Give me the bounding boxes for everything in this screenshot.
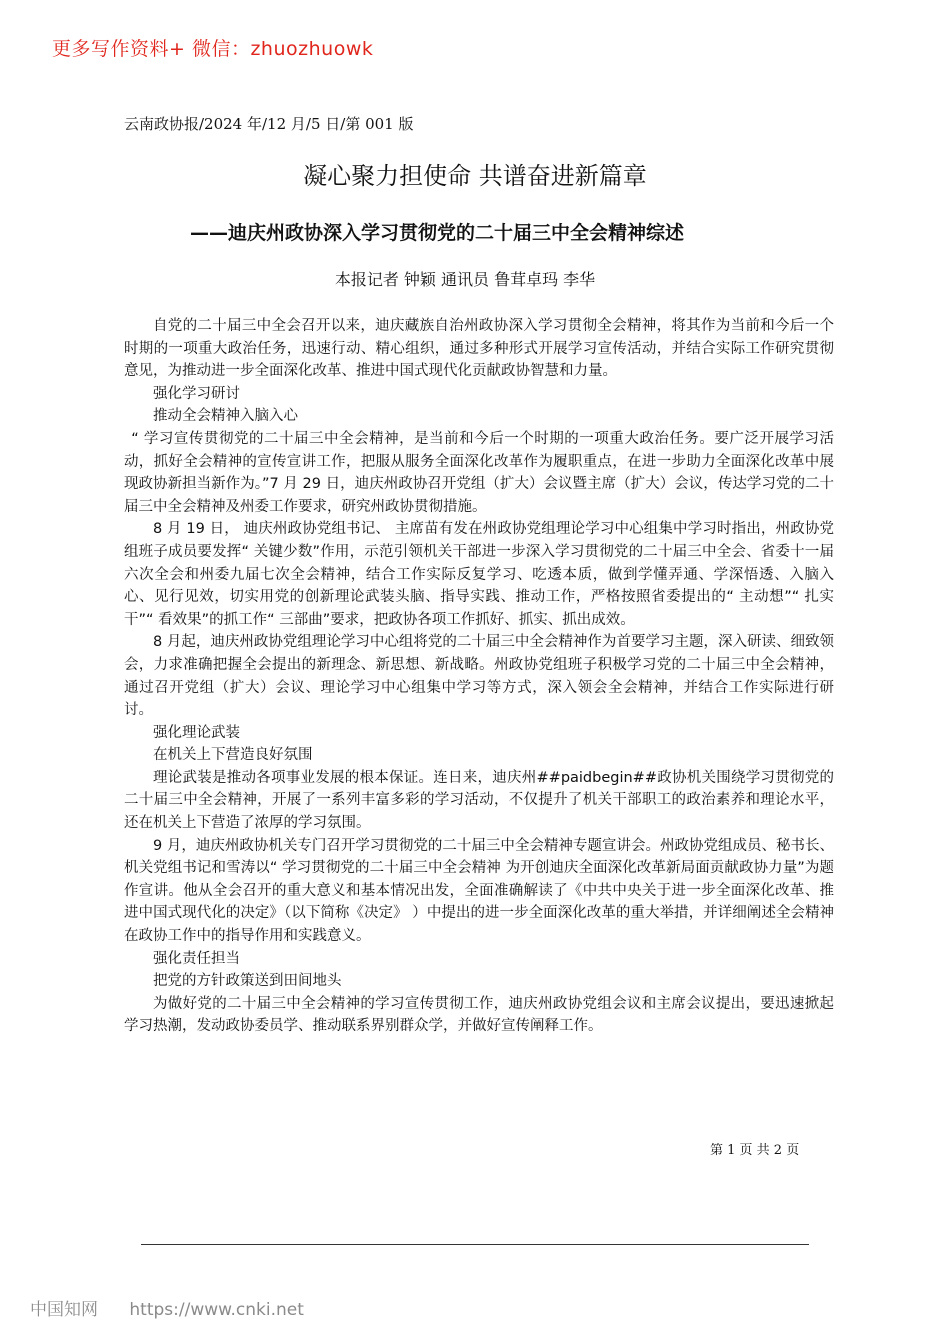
paragraph: 8 月起，迪庆州政协党组理论学习中心组将党的二十届三中全会精神作为首要学习主题，深入研读、细致领会，力求准确把握全会提出的新理念、新思想、新战略。州政协党组班子积极学习党的二十届三中全会精神，通过召开党组（扩大）会议、理论学习中心组集中学习等方式，深入领会全会精神，并结合工作实际进行研讨。 [124,634,834,719]
footer-brand: 中国知网 [30,1300,98,1320]
watermark-text: 更多写作资料+ 微信：zhuozhuowk [52,38,374,60]
footer-divider [141,1244,809,1245]
source-line: 云南政协报/2024 年/12 月/5 日/第 001 版 [124,115,414,133]
article-body [124,315,834,1038]
paragraph: 9 月，迪庆州政协机关专门召开学习贯彻党的二十届三中全会精神专题宣讲会。州政协党组成员、秘书长、机关党组书记和雪涛以“ 学习贯彻党的二十届三中全会精神 为开创迪庆全面深化改革新局面贡献政协力量”为题作宣讲。他从全会召开的重大意义和基本情况出发，全面准确解读了《中共中央关于进一步全面深化改革、推进中国式现代化的决定》（以下简称《决定》 ）中提出的进一步全面深化改革的重大举措，并详细阐述全会精神在政协工作中的指导作用和实践意义。 [124,837,834,945]
article-subtitle: ——迪庆州政协深入学习贯彻党的二十届三中全会精神综述 [190,222,685,244]
paragraph: 8 月 19 日， 迪庆州政协党组书记、 主席苗有发在州政协党组理论学习中心组集中学习时指出，州政协党组班子成员要发挥“ 关键少数”作用，示范引领机关干部进一步深入学习贯彻党的二十届三中全会、省委十一届六次全会和州委九届七次全会精神，结合工作实际反复学习、吃透本质，做到学懂弄通、学深悟透、入脑入心、见行见效，切实用党的创新理论武装头脑、指导实践、推动工作，严格按照省委提出的“ 主动想”“ 扎实干”“ 看效果”的抓工作“ 三部曲”要求，把政协各项工作抓好、抓实、抓出成效。 [124,521,834,628]
paragraph: 自党的二十届三中全会召开以来，迪庆藏族自治州政协深入学习贯彻全会精神，将其作为当前和今后一个时期的一项重大政治任务，迅速行动、精心组织，通过多种形式开展学习宣传活动，并结合实际工作研究贯彻意见，为推动进一步全面深化改革、推进中国式现代化贡献政协智慧和力量。 [124,318,834,380]
footer [30,1295,304,1320]
article-title: 凝心聚力担使命 共谱奋进新篇章 [303,162,647,190]
page-number: 第 1 页 共 2 页 [710,1143,800,1158]
section-heading: 强化责任担当 [153,950,240,967]
section-subheading: 推动全会精神入脑入心 [153,408,298,425]
section-subheading: 把党的方针政策送到田间地头 [153,973,342,990]
paragraph: “ 学习宣传贯彻党的二十届三中全会精神，是当前和今后一个时期的一项重大政治任务。要广泛开展学习活动，抓好全会精神的宣传宣讲工作，把服从服务全面深化改革作为履职重点，在进一步助力全面深化改革中展现政协新担当新作为。”7 月 29 日，迪庆州政协召开党组（扩大）会议暨主席（扩大）会议，传达学习党的二十届三中全会精神及州委工作要求，研究州政协贯彻措施。 [124,430,834,515]
paragraph: 理论武装是推动各项事业发展的根本保证。连日来，迪庆州##paidbegin##政协机关围绕学习贯彻党的二十届三中全会精神，开展了一系列丰富多彩的学习活动，不仅提升了机关干部职工的政治素养和理论水平，还在机关上下营造了浓厚的学习氛围。 [124,769,834,832]
section-heading: 强化理论武装 [153,724,240,741]
section-heading: 强化学习研讨 [153,385,240,402]
footer-url[interactable]: https://www.cnki.net [129,1300,304,1320]
section-subheading: 在机关上下营造良好氛围 [153,747,313,764]
paragraph: 为做好党的二十届三中全会精神的学习宣传贯彻工作，迪庆州政协党组会议和主席会议提出，要迅速掀起学习热潮，发动政协委员学、推动联系界别群众学，并做好宣传阐释工作。 [124,995,834,1035]
byline: 本报记者 钟颖 通讯员 鲁茸卓玛 李华 [334,270,596,289]
